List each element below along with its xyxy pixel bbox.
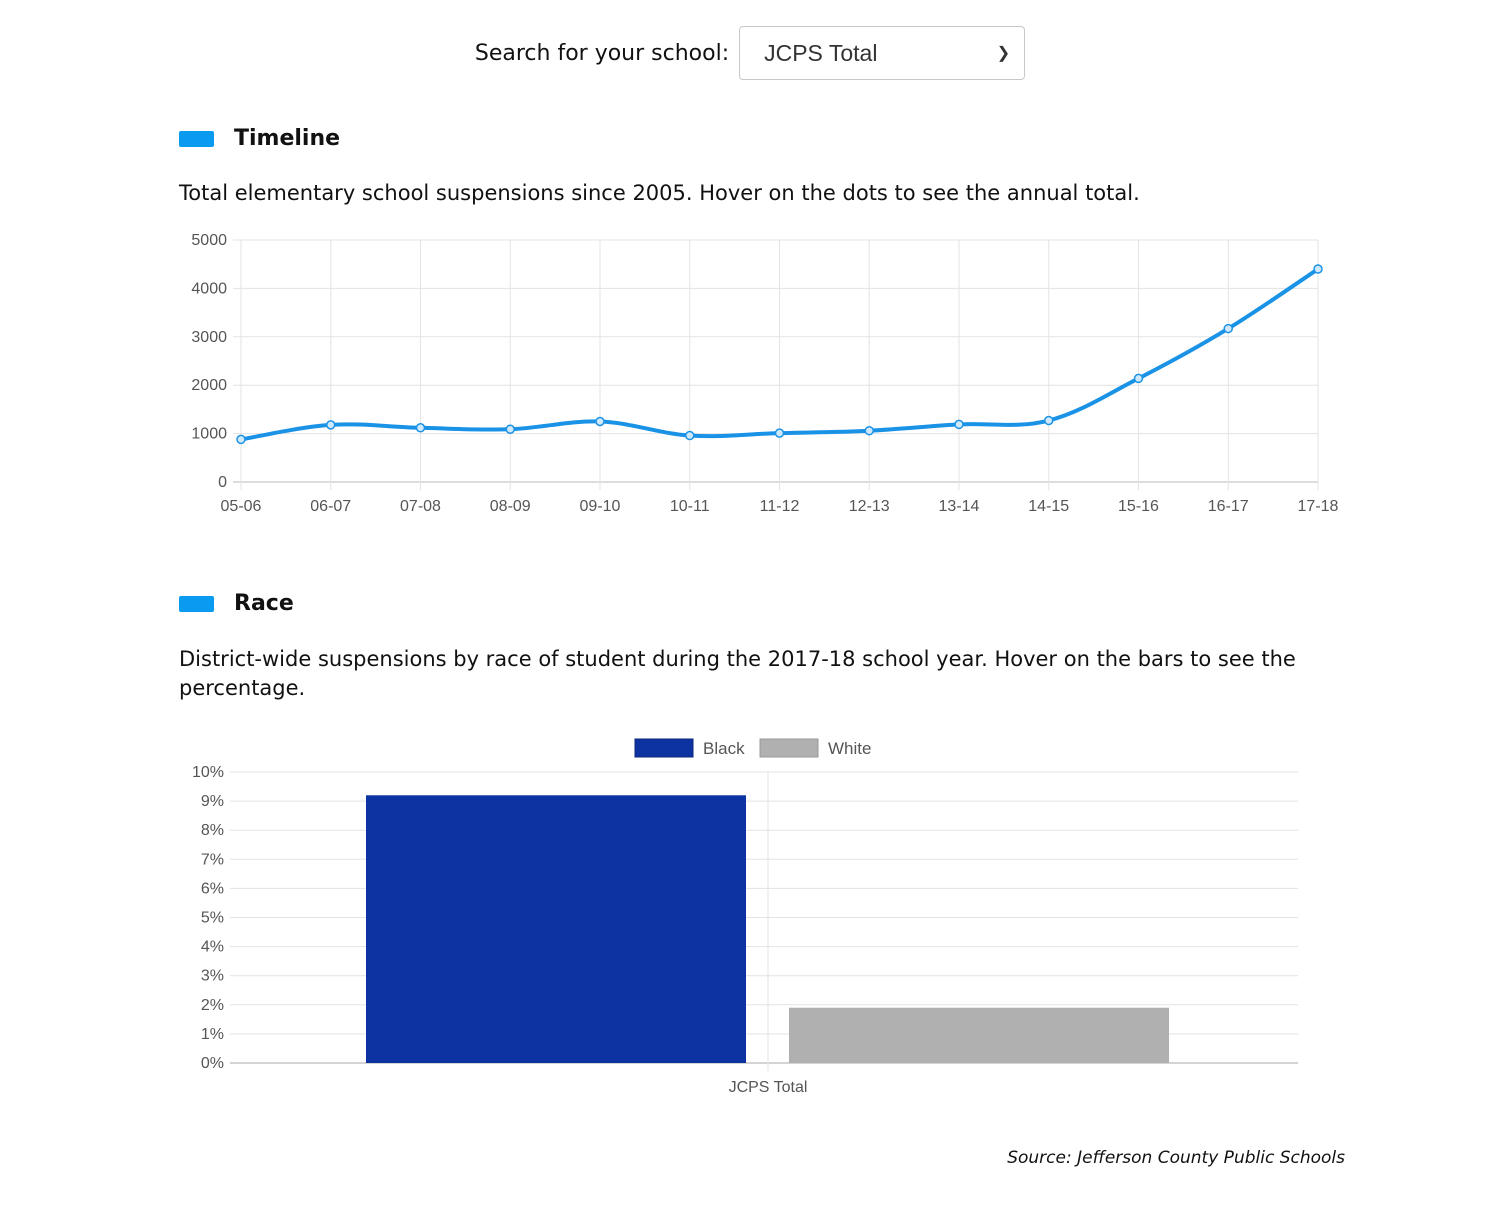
y-tick-label: 5% [200, 909, 224, 927]
data-point [506, 425, 514, 433]
legend-swatch-white [760, 739, 818, 757]
y-tick-label: 8% [200, 822, 224, 840]
search-label: Search for your school: [474, 40, 730, 66]
data-point [237, 435, 245, 443]
x-tick-label: 16-17 [1207, 498, 1249, 515]
timeline-header [179, 126, 340, 151]
data-point [955, 420, 963, 428]
x-tick-label: 14-15 [1028, 498, 1070, 515]
data-point [686, 432, 694, 440]
data-point [596, 418, 604, 426]
school-search [0, 25, 1500, 81]
y-tick-label: 6% [200, 880, 224, 898]
x-tick-label: 12-13 [848, 498, 890, 515]
y-tick-label: 4% [200, 938, 224, 956]
x-tick-label: 06-07 [310, 498, 352, 515]
y-tick-label: 5000 [191, 232, 227, 249]
race-title: Race [234, 591, 294, 616]
x-tick-label: 08-09 [489, 498, 531, 515]
x-tick-label: 05-06 [220, 498, 262, 515]
y-tick-label: 10% [191, 764, 224, 781]
x-tick-label: 13-14 [938, 498, 980, 515]
y-tick-label: 0% [200, 1055, 224, 1072]
timeline-chart [0, 225, 1500, 525]
legend-swatch-black [635, 739, 693, 757]
school-select[interactable] [739, 26, 1025, 80]
data-point [1045, 417, 1053, 425]
race-description: District-wide suspensions by race of student during the 2017-18 school year. Hover on the bars to see the percentage. [179, 647, 1296, 700]
y-tick-label: 1% [200, 1025, 224, 1043]
x-tick-label: JCPS Total [728, 1079, 808, 1096]
data-point [417, 424, 425, 432]
y-tick-label: 3000 [191, 328, 227, 346]
chevron-down-icon: ❯ [996, 45, 1011, 62]
data-point [865, 427, 873, 435]
y-tick-label: 2% [200, 996, 224, 1014]
data-point [776, 429, 784, 437]
x-tick-label: 07-08 [400, 498, 441, 515]
bar-white [789, 1008, 1169, 1063]
legend-label: White [828, 739, 872, 758]
y-tick-label: 0 [218, 474, 227, 491]
race-chart [0, 725, 1500, 1115]
x-tick-label: 17-18 [1297, 498, 1339, 515]
x-tick-label: 15-16 [1118, 498, 1159, 515]
timeline-description: Total elementary school suspensions since 2005. Hover on the dots to see the annual total. [179, 181, 1140, 205]
timeline-swatch [179, 131, 214, 147]
y-tick-label: 4000 [191, 280, 227, 298]
source-note: Source: Jefferson County Public Schools [1007, 1148, 1345, 1168]
x-tick-label: 09-10 [579, 498, 621, 515]
bar-black [366, 795, 746, 1063]
data-point [327, 421, 335, 429]
school-select-value: JCPS Total [764, 39, 878, 66]
y-tick-label: 2000 [191, 377, 227, 395]
data-point [1314, 265, 1322, 273]
x-tick-label: 10-11 [669, 498, 710, 515]
timeline-title: Timeline [234, 126, 341, 151]
data-point [1135, 374, 1143, 382]
data-point [1224, 325, 1232, 333]
race-header [179, 591, 294, 616]
legend-label: Black [703, 739, 745, 758]
y-tick-label: 7% [200, 851, 224, 869]
race-swatch [179, 596, 214, 612]
x-tick-label: 11-12 [759, 498, 800, 515]
y-tick-label: 1000 [191, 425, 227, 443]
y-tick-label: 3% [200, 967, 224, 985]
y-tick-label: 9% [200, 793, 224, 811]
